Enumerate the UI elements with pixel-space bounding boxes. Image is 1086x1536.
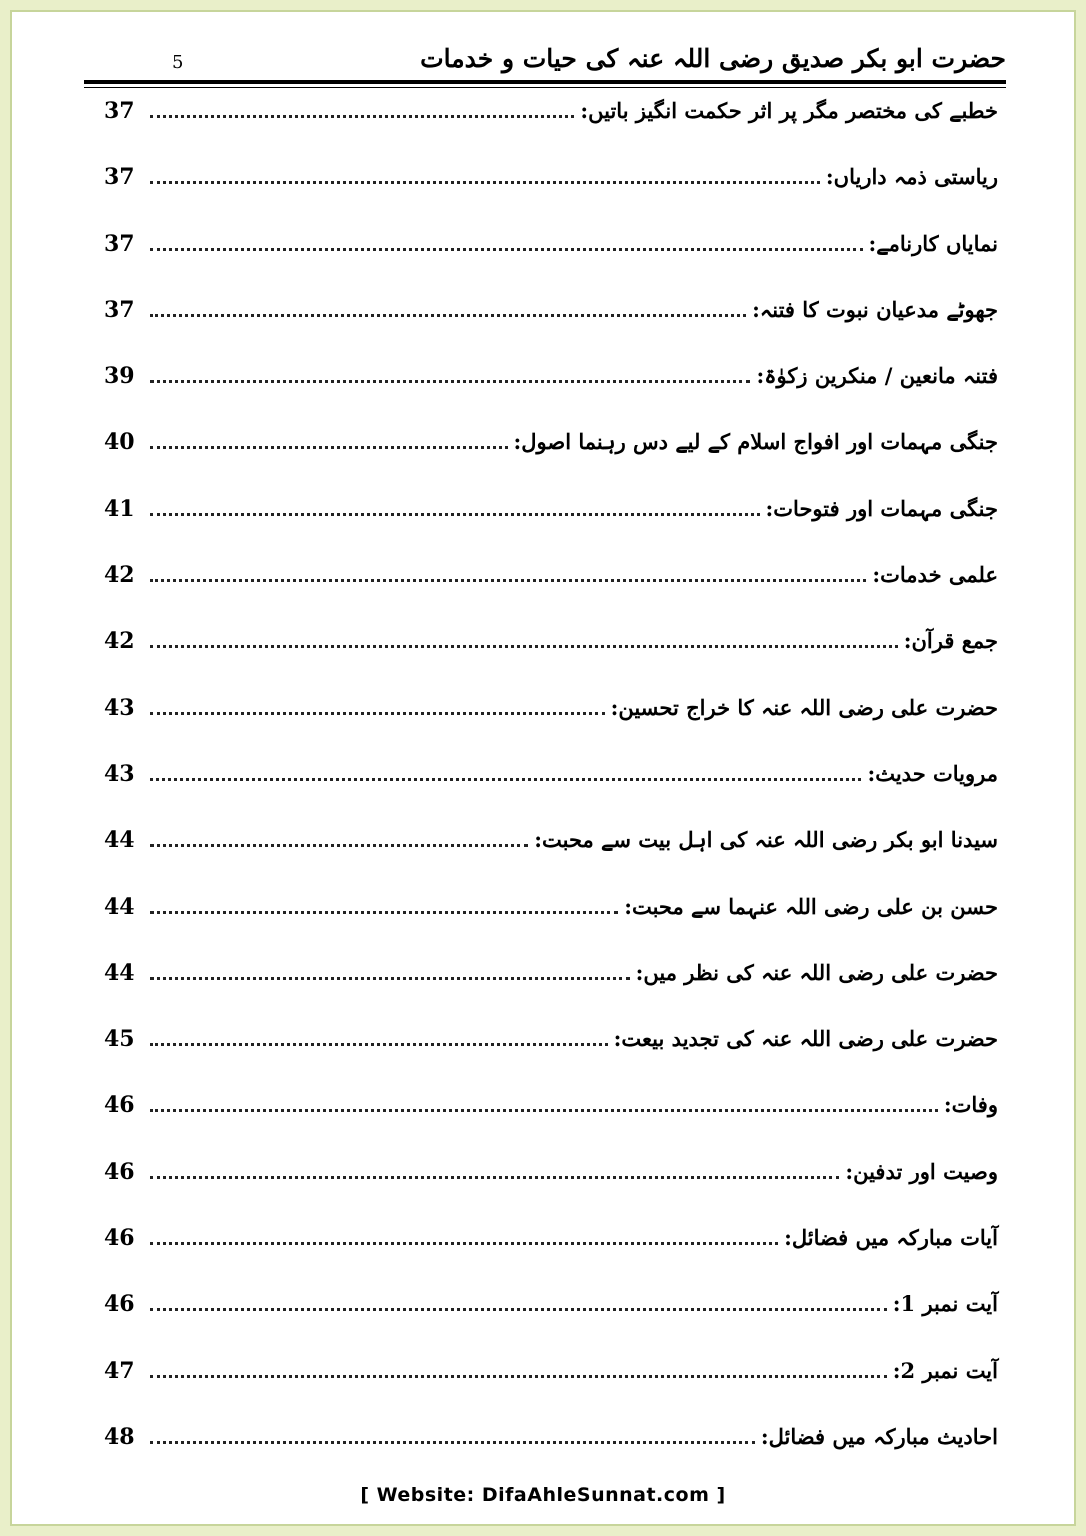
toc-page-number: 46 (104, 1291, 135, 1318)
toc-entry (104, 297, 998, 363)
dot-leader (150, 1241, 778, 1245)
toc-page-number: 37 (104, 164, 135, 191)
toc-title: جمع قرآن: (903, 628, 998, 654)
dot-leader (150, 114, 574, 118)
toc-page-number: 37 (104, 98, 135, 124)
toc-title: حضرت علی رضی اللہ عنہ کی تجدید بیعت: (613, 1026, 998, 1052)
dot-leader (150, 1175, 839, 1179)
dot-leader (150, 379, 750, 383)
toc-entry (104, 960, 998, 1026)
dot-leader (150, 910, 618, 914)
toc-title: علمی خدمات: (872, 562, 998, 588)
toc-entry (104, 164, 998, 230)
page-number: 5 (172, 52, 184, 73)
toc-entry (104, 628, 998, 694)
dot-leader (150, 1374, 887, 1378)
toc-title: حضرت علی رضی اللہ عنہ کی نظر میں: (635, 959, 998, 985)
dot-leader (150, 445, 508, 449)
table-of-contents (104, 98, 998, 1490)
dot-leader (150, 711, 605, 715)
toc-title: نمایاں کارنامے: (868, 230, 998, 256)
header-rule (84, 80, 1006, 84)
dot-leader (150, 578, 866, 582)
toc-title: احادیث مبارکہ میں فضائل: (760, 1423, 998, 1449)
toc-page-number: 43 (104, 694, 135, 721)
website-footer: [ Website: DifaAhleSunnat.com ] (360, 1484, 726, 1506)
toc-entry (104, 1026, 998, 1092)
toc-page-number: 37 (104, 296, 135, 323)
toc-entry (104, 1291, 998, 1357)
toc-entry (104, 429, 998, 495)
toc-title: آیات مبارکہ میں فضائل: (784, 1225, 998, 1251)
toc-page-number: 46 (104, 1225, 135, 1252)
toc-entry (104, 1092, 998, 1158)
dot-leader (150, 313, 746, 317)
header-rule-thin (84, 87, 1006, 88)
toc-page-number: 45 (104, 1026, 135, 1053)
toc-title: جھوٹے مدعیان نبوت کا فتنہ: (752, 296, 998, 322)
toc-page-number: 39 (104, 363, 135, 390)
toc-title: خطبے کی مختصر مگر پر اثر حکمت انگیز باتیں: (580, 98, 998, 123)
toc-page-number: 48 (104, 1423, 135, 1450)
toc-entry (104, 562, 998, 628)
toc-entry (104, 363, 998, 429)
dot-leader (150, 247, 863, 251)
toc-page-number: 46 (104, 1092, 135, 1119)
dot-leader (150, 512, 760, 516)
toc-entry (104, 496, 998, 562)
toc-title: حسن بن علی رضی اللہ عنہما سے محبت: (624, 893, 998, 919)
toc-page-number: 43 (104, 760, 135, 787)
toc-title: سیدنا ابو بکر رضی اللہ عنہ کی اہل بیت سے محبت: (534, 827, 998, 853)
toc-entry (104, 1159, 998, 1225)
page-header (84, 42, 1006, 92)
toc-page-number: 42 (104, 628, 135, 655)
toc-title: حضرت علی رضی اللہ عنہ کا خراج تحسین: (610, 694, 998, 720)
toc-title: آیت نمبر 1: (892, 1291, 998, 1317)
toc-entry (104, 231, 998, 297)
toc-entry (104, 695, 998, 761)
toc-title: وصیت اور تدفین: (845, 1158, 998, 1184)
toc-entry (104, 827, 998, 893)
document-page (10, 10, 1076, 1526)
toc-page-number: 40 (104, 429, 135, 456)
dot-leader (150, 1440, 755, 1444)
toc-entry (104, 1424, 998, 1490)
toc-title: جنگی مہمات اور فتوحات: (765, 495, 998, 521)
toc-title: وفات: (943, 1092, 998, 1118)
dot-leader (150, 644, 898, 648)
dot-leader (150, 1042, 608, 1046)
toc-page-number: 41 (104, 495, 135, 522)
toc-page-number: 44 (104, 893, 135, 920)
toc-entry (104, 1225, 998, 1291)
toc-page-number: 37 (104, 230, 135, 257)
toc-entry (104, 761, 998, 827)
toc-entry (104, 1358, 998, 1424)
toc-page-number: 46 (104, 1158, 135, 1185)
dot-leader (150, 777, 861, 781)
toc-page-number: 47 (104, 1357, 135, 1384)
dot-leader (150, 1108, 938, 1112)
toc-entry (104, 894, 998, 960)
toc-page-number: 44 (104, 827, 135, 854)
toc-page-number: 44 (104, 959, 135, 986)
dot-leader (150, 843, 528, 847)
toc-title: جنگی مہمات اور افواج اسلام کے لیے دس رہنما اصول: (513, 429, 998, 455)
toc-page-number: 42 (104, 562, 135, 589)
toc-entry (104, 98, 998, 164)
book-title: حضرت ابو بکر صدیق رضی اللہ عنہ کی حیات و خدمات (420, 44, 1006, 73)
toc-title: مرویات حدیث: (867, 760, 998, 786)
dot-leader (150, 976, 630, 980)
toc-title: آیت نمبر 2: (892, 1357, 998, 1383)
dot-leader (150, 1307, 887, 1311)
toc-title: ریاستی ذمہ داریاں: (825, 164, 998, 190)
toc-title: فتنہ مانعین / منکرین زکوٰۃ: (756, 363, 998, 389)
dot-leader (150, 180, 820, 184)
